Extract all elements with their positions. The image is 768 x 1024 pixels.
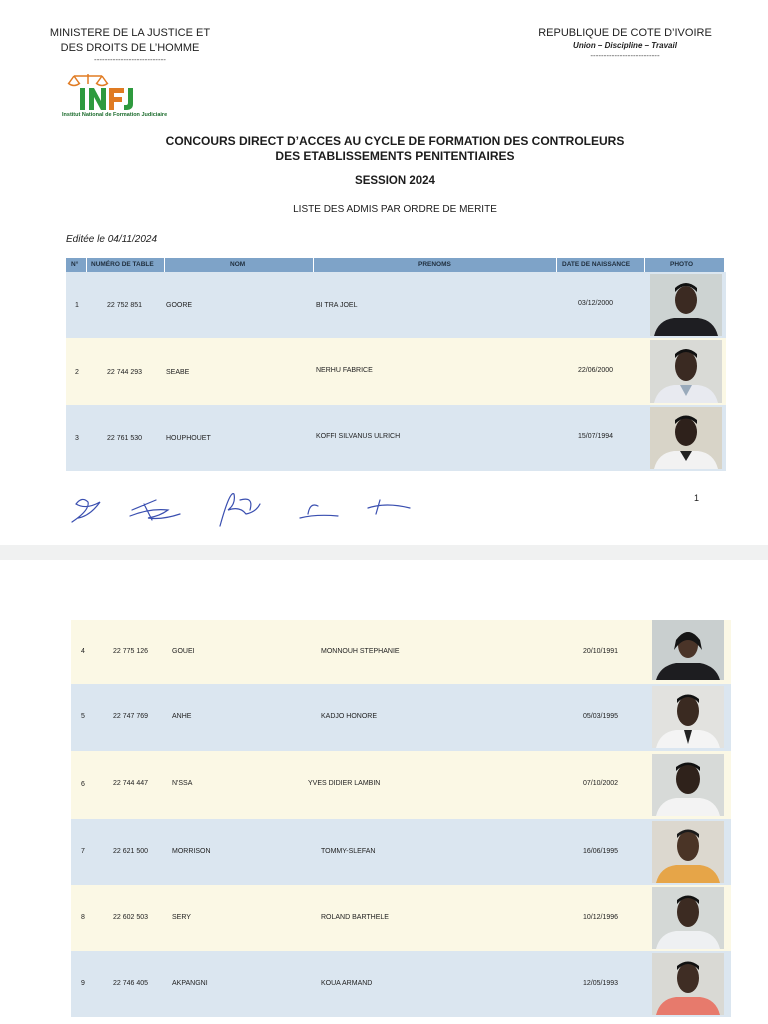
candidate-photo (652, 953, 724, 1015)
row-nom: AKPANGNI (172, 980, 208, 987)
row-num: 5 (81, 713, 85, 720)
table-row (66, 338, 726, 405)
candidate-photo (650, 340, 722, 403)
row-num: 7 (81, 848, 85, 855)
candidate-photo (652, 821, 724, 883)
table-row (71, 620, 731, 684)
edited-date: Editée le 04/11/2024 (66, 234, 158, 245)
republic-dashes: -------------------------- (590, 51, 660, 60)
candidate-photo (650, 274, 722, 336)
row-table-number: 22 747 769 (113, 713, 149, 720)
person-photo-icon (652, 620, 724, 680)
row-birth-date: 10/12/1996 (583, 914, 619, 921)
row-nom: N'SSA (172, 780, 193, 787)
row-prenoms: NERHU FABRICE (316, 367, 373, 374)
person-photo-icon (652, 953, 724, 1015)
row-birth-date: 16/06/1995 (583, 848, 619, 855)
document-page-2 (0, 560, 768, 1024)
document-title (80, 134, 710, 164)
person-photo-icon (652, 686, 724, 748)
ministry-line-1: MINISTERE DE LA JUSTICE ET (49, 27, 211, 39)
row-table-number: 22 775 126 (113, 648, 149, 655)
header-nom: NOM (230, 261, 246, 268)
title-line-1: CONCOURS DIRECT D’ACCES AU CYCLE DE FORMATION DES CONTROLEURS (165, 134, 625, 148)
header-num: N° (71, 261, 79, 268)
ministry-header (30, 26, 230, 64)
table-row (66, 405, 726, 471)
row-birth-date: 15/07/1994 (578, 433, 614, 440)
person-photo-icon (650, 340, 722, 403)
person-photo-icon (650, 407, 722, 469)
row-nom: SERY (172, 914, 191, 921)
table-header (66, 258, 724, 272)
row-prenoms: ROLAND BARTHELE (321, 914, 389, 921)
row-num: 9 (81, 980, 85, 987)
table-row (71, 951, 731, 1017)
row-prenoms: BI TRA JOEL (316, 302, 358, 309)
row-num: 3 (75, 435, 79, 442)
row-nom: GOORE (166, 302, 193, 309)
logo-caption: Institut National de Formation Judiciaire (62, 112, 168, 118)
row-table-number: 22 746 405 (113, 980, 149, 987)
person-photo-icon (652, 821, 724, 883)
row-nom: HOUPHOUET (166, 435, 211, 442)
row-birth-date: 05/03/1995 (583, 713, 619, 720)
row-birth-date: 07/10/2002 (583, 780, 619, 787)
table-row (71, 751, 731, 819)
table-row (71, 684, 731, 751)
row-nom: MORRISON (172, 848, 211, 855)
row-birth-date: 20/10/1991 (583, 648, 619, 655)
table-row (71, 885, 731, 951)
header-table-number: NUMÉRO DE TABLE (91, 261, 154, 268)
row-table-number: 22 761 530 (107, 435, 143, 442)
row-prenoms: KOFFI SILVANUS ULRICH (316, 433, 401, 440)
infj-logo (62, 70, 202, 122)
page-number: 1 (694, 493, 700, 503)
table-row (71, 819, 731, 885)
row-num: 6 (81, 781, 85, 788)
row-table-number: 22 744 293 (107, 369, 143, 376)
row-birth-date: 22/06/2000 (578, 367, 614, 374)
row-num: 2 (75, 369, 79, 376)
row-nom: ANHE (172, 713, 192, 720)
row-birth-date: 03/12/2000 (578, 300, 614, 307)
row-num: 1 (75, 302, 79, 309)
candidate-photo (652, 620, 724, 680)
row-prenoms: KADJO HONORE (321, 713, 378, 720)
row-prenoms: YVES DIDIER LAMBIN (308, 780, 381, 787)
row-prenoms: MONNOUH STEPHANIE (321, 648, 400, 655)
republic-header (515, 26, 735, 60)
title-line-2: DES ETABLISSEMENTS PENITENTIAIRES (275, 149, 515, 163)
ministry-line-2: DES DROITS DE L’HOMME (60, 42, 200, 54)
person-photo-icon (652, 754, 724, 816)
person-photo-icon (650, 274, 722, 336)
row-prenoms: TOMMY-SLEFAN (321, 848, 376, 855)
candidate-photo (652, 686, 724, 748)
header-birth-date: DATE DE NAISSANCE (562, 261, 631, 268)
row-birth-date: 12/05/1993 (583, 980, 619, 987)
session-label: SESSION 2024 (355, 175, 435, 187)
row-nom: SEABE (166, 369, 190, 376)
header-prenoms: PRENOMS (418, 261, 451, 268)
row-table-number: 22 621 500 (113, 848, 149, 855)
header-photo: PHOTO (670, 261, 693, 268)
list-subtitle: LISTE DES ADMIS PAR ORDRE DE MERITE (293, 204, 497, 215)
republic-name: REPUBLIQUE DE COTE D’IVOIRE (538, 27, 712, 39)
row-table-number: 22 602 503 (113, 914, 149, 921)
candidate-photo (652, 887, 724, 949)
row-table-number: 22 752 851 (107, 302, 143, 309)
row-prenoms: KOUA ARMAND (321, 980, 373, 987)
row-nom: GOUEI (172, 648, 195, 655)
ministry-dashes: --------------------------- (94, 55, 166, 64)
signatures (60, 480, 440, 540)
row-num: 4 (81, 648, 85, 655)
candidate-photo (652, 754, 724, 816)
scales-of-justice-icon (62, 70, 172, 112)
table-row (66, 272, 726, 338)
republic-motto: Union – Discipline – Travail (573, 41, 677, 50)
row-table-number: 22 744 447 (113, 780, 149, 787)
row-num: 8 (81, 914, 85, 921)
candidate-photo (650, 407, 722, 469)
person-photo-icon (652, 887, 724, 949)
